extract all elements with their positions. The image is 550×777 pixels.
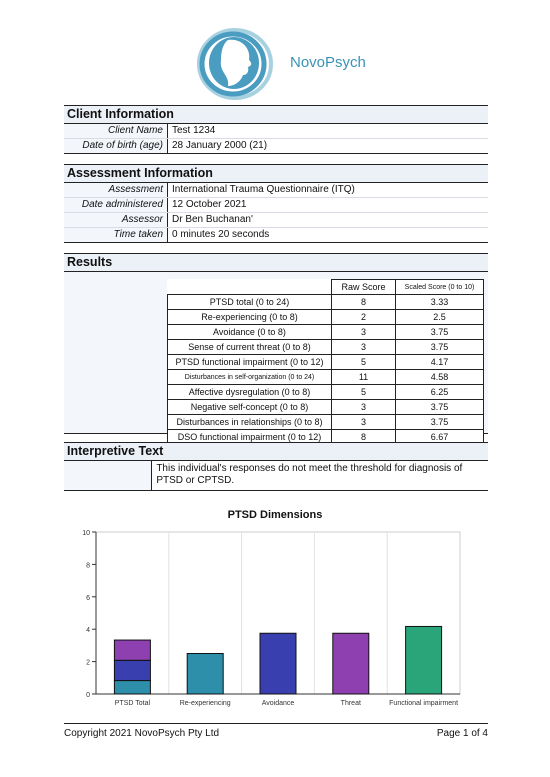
chart-title: PTSD Dimensions (227, 509, 323, 521)
scale-name: Affective dysregulation (0 to 8) (168, 385, 332, 400)
scaled-score: 3.75 (396, 415, 484, 430)
blank-header-cell (168, 280, 332, 295)
interpretive-text: This individual's responses do not meet the threshold for diagnosis of PTSD or CPTSD. (156, 463, 463, 486)
logo-head-icon (195, 28, 275, 100)
raw-score: 8 (332, 430, 396, 445)
ptsd-dimensions-chart (70, 522, 470, 712)
date-of-birth-row (64, 139, 488, 154)
bar-segment (187, 654, 223, 695)
raw-score: 5 (332, 355, 396, 370)
table-row (168, 370, 484, 385)
scaled-score: 3.75 (396, 400, 484, 415)
raw-score: 3 (332, 400, 396, 415)
scale-name: DSO functional impairment (0 to 12) (168, 430, 332, 445)
field-value: 0 minutes 20 seconds (172, 229, 270, 240)
raw-score: 3 (332, 415, 396, 430)
table-row (168, 415, 484, 430)
results-body (64, 272, 488, 442)
table-row (168, 385, 484, 400)
scale-name: Disturbances in relationships (0 to 8) (168, 415, 332, 430)
scale-name: Sense of current threat (0 to 8) (168, 340, 332, 355)
raw-score: 3 (332, 325, 396, 340)
field-value: Test 1234 (172, 125, 216, 136)
field-value: Dr Ben Buchanan' (172, 214, 253, 225)
scaled-score-header: Scaled Score (0 to 10) (396, 280, 484, 295)
field-label: Assessor (64, 213, 168, 227)
x-tick-label: Functional impairment (389, 700, 459, 707)
section-heading: Results (64, 253, 488, 272)
scaled-score: 2.5 (396, 310, 484, 325)
interpretive-body (64, 461, 488, 491)
results-table (167, 279, 484, 445)
bar-segment (114, 660, 150, 680)
table-row (168, 310, 484, 325)
bar-segment (114, 681, 150, 694)
x-tick-label: PTSD Total (114, 700, 151, 707)
scaled-score: 4.58 (396, 370, 484, 385)
time-taken-row (64, 228, 488, 243)
scaled-score: 3.75 (396, 340, 484, 355)
y-tick-label: 4 (86, 627, 90, 635)
table-row (168, 340, 484, 355)
field-value: International Trauma Questionnaire (ITQ) (172, 184, 355, 195)
table-row (168, 295, 484, 310)
x-tick-label: Re-experiencing (179, 700, 231, 707)
raw-score: 8 (332, 295, 396, 310)
scale-name: Disturbances in self-organization (0 to 24) (168, 370, 332, 385)
bar-segment (406, 626, 442, 694)
client-information-section (64, 105, 488, 154)
page-footer (64, 723, 488, 739)
field-label: Time taken (64, 228, 168, 242)
y-tick-label: 8 (86, 562, 90, 570)
field-label: Date of birth (age) (64, 139, 168, 153)
assessor-row (64, 213, 488, 228)
page-number: Page 1 of 4 (436, 728, 488, 739)
raw-score-header: Raw Score (332, 280, 396, 295)
novopsych-logo (195, 28, 275, 105)
y-tick-label: 6 (86, 594, 90, 602)
raw-score: 3 (332, 340, 396, 355)
field-label: Date administered (64, 198, 168, 212)
scaled-score: 6.25 (396, 385, 484, 400)
bar-segment (333, 633, 369, 694)
section-heading: Assessment Information (64, 164, 488, 183)
results-section (64, 253, 488, 442)
raw-score: 11 (332, 370, 396, 385)
section-heading: Client Information (64, 105, 488, 124)
date-administered-row (64, 198, 488, 213)
raw-score: 5 (332, 385, 396, 400)
scaled-score: 3.33 (396, 295, 484, 310)
scaled-score: 4.17 (396, 355, 484, 370)
assessment-information-section (64, 164, 488, 243)
y-tick-label: 2 (86, 659, 90, 667)
scaled-score: 6.67 (396, 430, 484, 445)
bar-segment (114, 640, 150, 660)
field-label: Assessment (64, 183, 168, 197)
copyright-text: Copyright 2021 NovoPsych Pty Ltd (64, 728, 220, 739)
raw-score: 2 (332, 310, 396, 325)
scale-name: PTSD functional impairment (0 to 12) (168, 355, 332, 370)
x-tick-label: Threat (340, 700, 361, 707)
y-tick-label: 0 (86, 692, 90, 699)
table-row (168, 355, 484, 370)
scale-name: Re-experiencing (0 to 8) (168, 310, 332, 325)
scaled-score: 3.75 (396, 325, 484, 340)
x-tick-label: Avoidance (261, 700, 295, 707)
brand-name: NovoPsych (290, 54, 366, 71)
field-value: 12 October 2021 (172, 199, 247, 210)
bar-segment (260, 633, 296, 694)
field-value: 28 January 2000 (21) (172, 140, 268, 151)
scale-name: Avoidance (0 to 8) (168, 325, 332, 340)
section-heading: Interpretive Text (64, 442, 488, 461)
field-label: Client Name (64, 124, 168, 138)
assessment-row (64, 183, 488, 198)
y-tick-label: 10 (82, 530, 90, 537)
scale-name: Negative self-concept (0 to 8) (168, 400, 332, 415)
client-name-row (64, 124, 488, 139)
scale-name: PTSD total (0 to 24) (168, 295, 332, 310)
table-row (168, 325, 484, 340)
interpretive-text-section (64, 442, 488, 491)
results-header-row (168, 280, 484, 295)
table-row (168, 400, 484, 415)
